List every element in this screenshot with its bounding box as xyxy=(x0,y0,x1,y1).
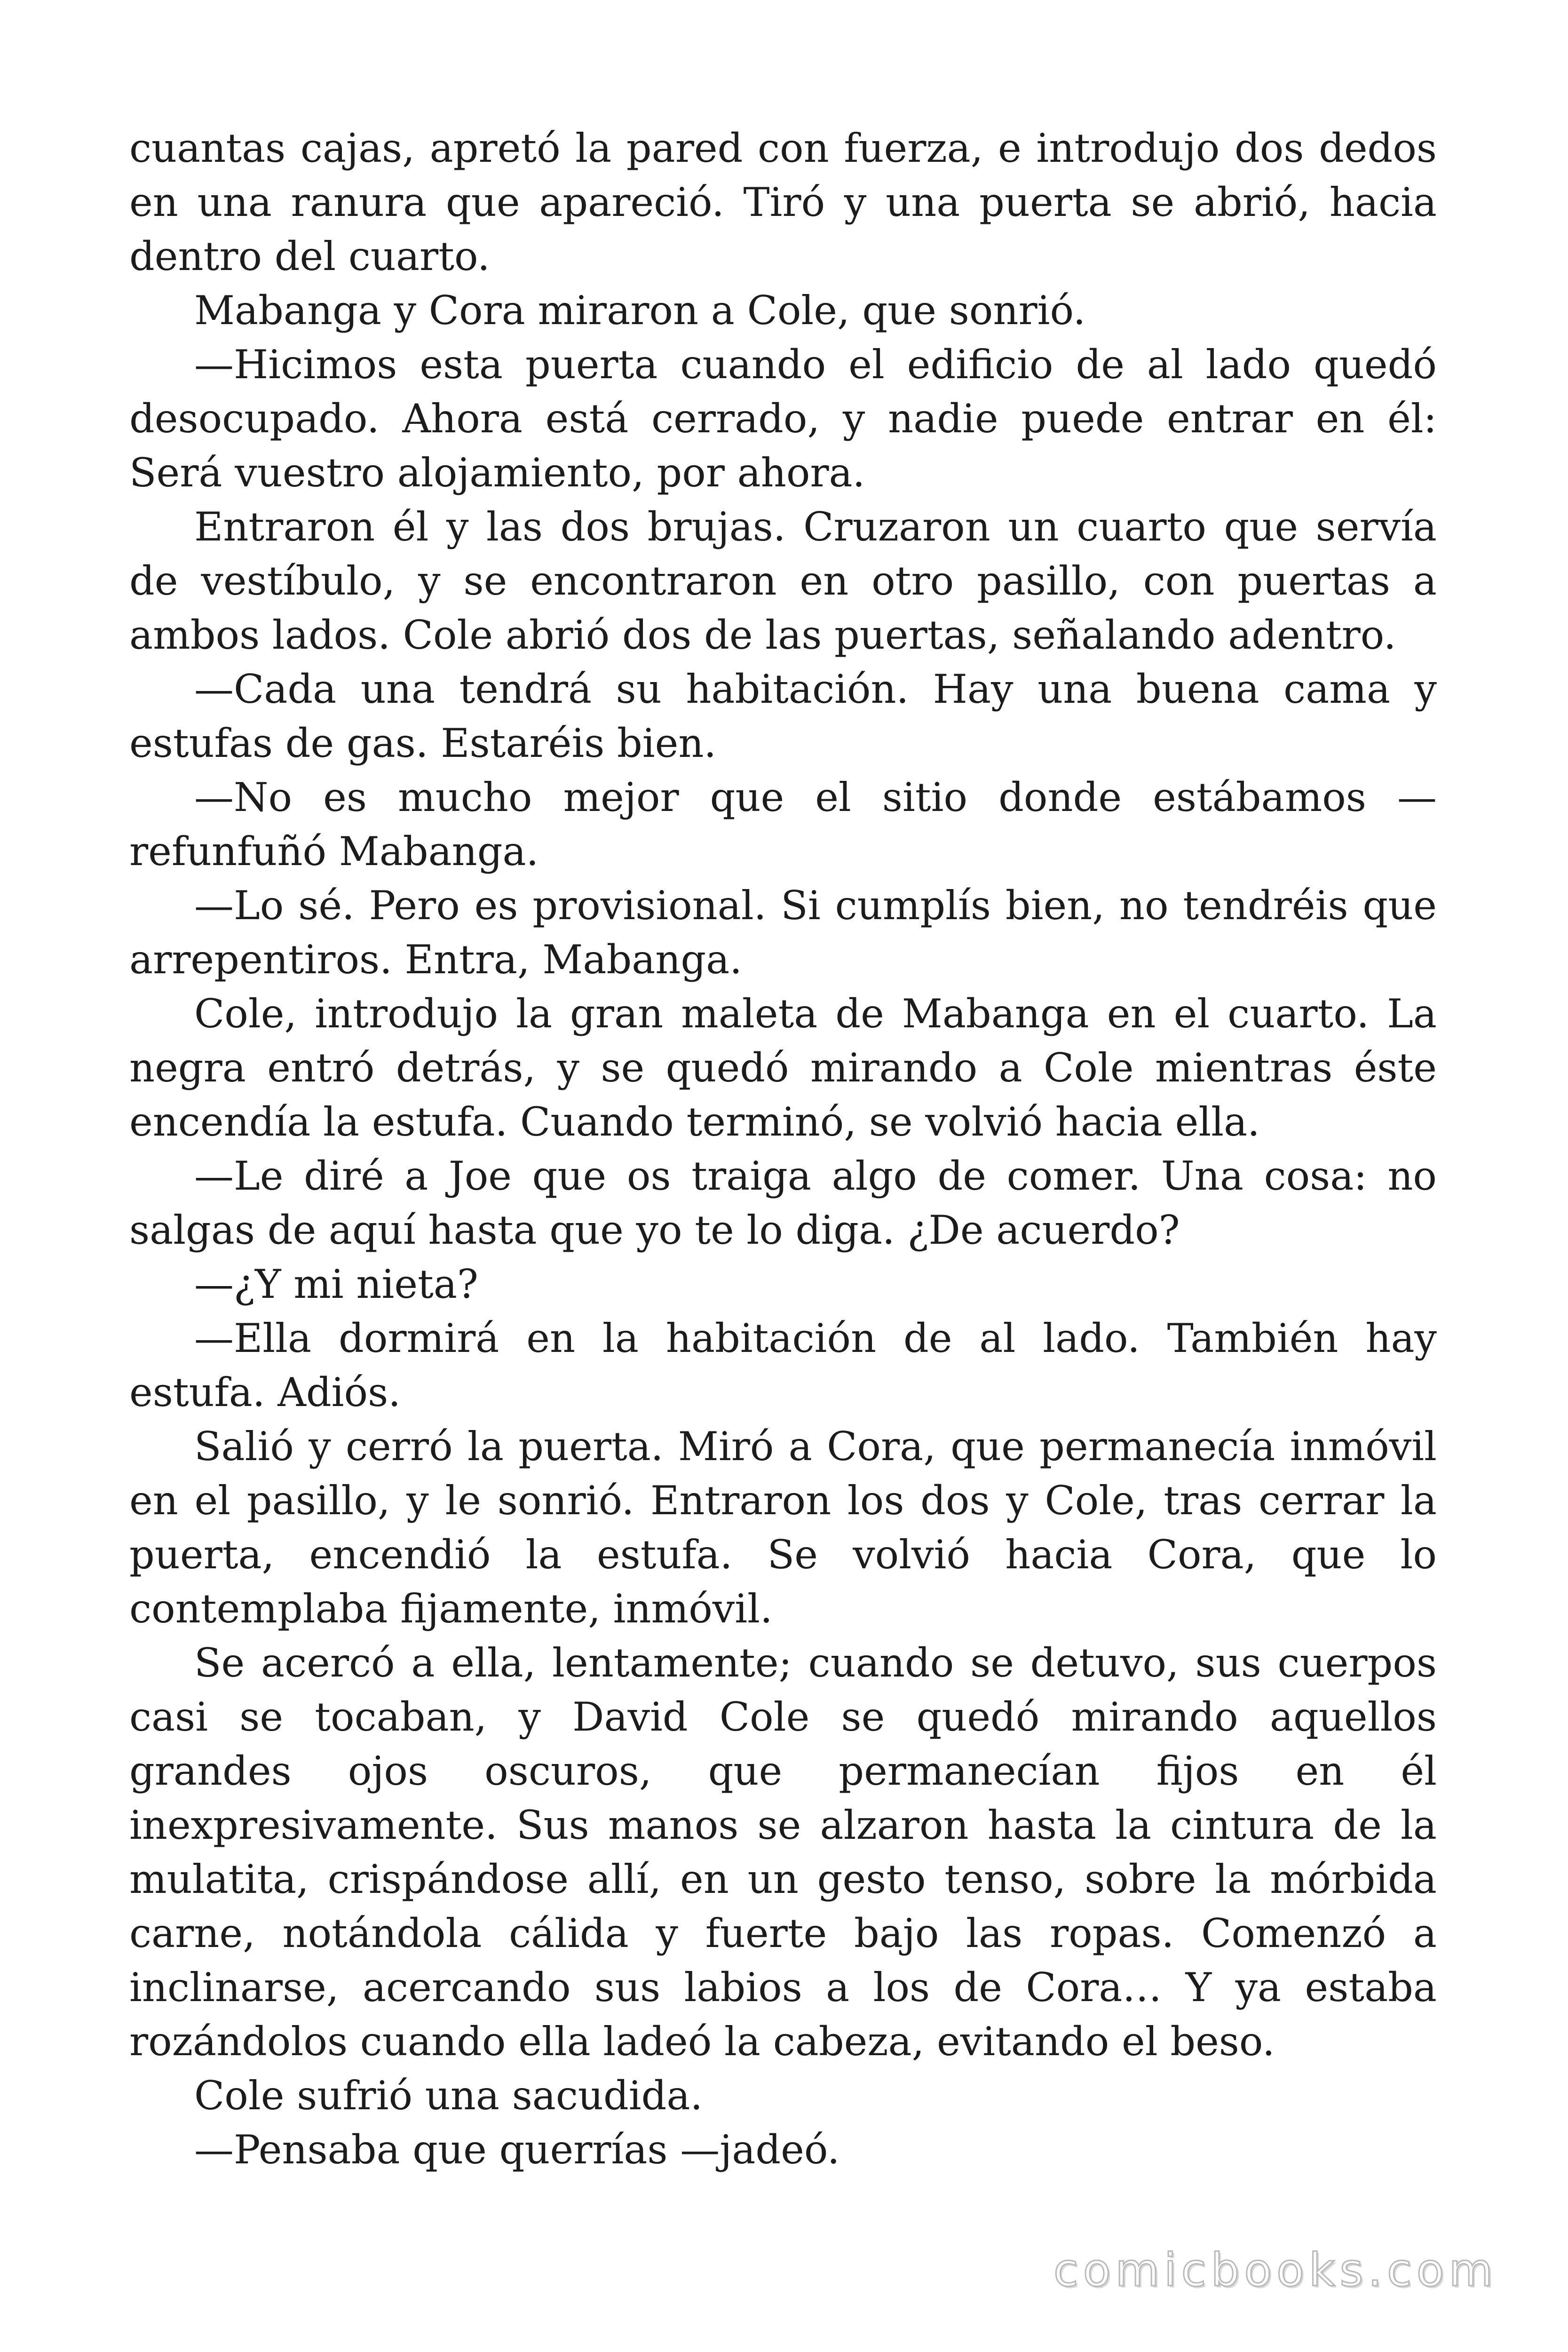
body-text xyxy=(129,121,1437,2177)
paragraph: —¿Y mi nieta? xyxy=(194,1261,478,1307)
paragraph: —No es mucho mejor que el sitio donde estábamos —refunfuñó Mabanga. xyxy=(129,774,1437,874)
paragraph: —Cada una tendrá su habitación. Hay una buena cama y estufas de gas. Estaréis bien. xyxy=(129,666,1437,766)
watermark-logo: comicbooks.com xyxy=(1053,2244,1497,2296)
paragraph: Mabanga y Cora miraron a Cole, que sonrió. xyxy=(194,287,1086,334)
paragraph: Cole, introdujo la gran maleta de Mabanga en el cuarto. La negra entró detrás, y se quedó mirando a Cole mientras éste encendía la estufa. Cuando terminó, se volvió hacia ella. xyxy=(129,991,1437,1145)
paragraph: —Ella dormirá en la habitación de al lado. También hay estufa. Adiós. xyxy=(129,1315,1437,1415)
paragraph: —Pensaba que querrías —jadeó. xyxy=(194,2127,840,2173)
paragraph: Se acercó a ella, lentamente; cuando se detuvo, sus cuerpos casi se tocaban, y David Cole se quedó mirando aquellos grandes ojos oscuros, que permanecían fijos en él inexpresivamente. Sus manos se alzaron hasta la cintura de la mulatita, crispándose allí, en un gesto tenso, sobre la mórbida carne, notándola cálida y fuerte bajo las ropas. Comenzó a inclinarse, acercando sus labios a los de Cora… Y ya estaba rozándolos cuando ella ladeó la cabeza, evitando el beso. xyxy=(129,1640,1437,2065)
paragraph: Salió y cerró la puerta. Miró a Cora, que permanecía inmóvil en el pasillo, y le sonrió. Entraron los dos y Cole, tras cerrar la puerta, encendió la estufa. Se volvió hacia Cora, que lo contemplaba fijamente, inmóvil. xyxy=(129,1423,1437,1632)
paragraph: —Hicimos esta puerta cuando el edificio de al lado quedó desocupado. Ahora está cerrado, y nadie puede entrar en él: Será vuestro alojamiento, por ahora. xyxy=(129,342,1437,496)
paragraph: —Lo sé. Pero es provisional. Si cumplís bien, no tendréis que arrepentiros. Entra, Mabanga. xyxy=(129,882,1437,983)
paragraph: Entraron él y las dos brujas. Cruzaron un cuarto que servía de vestíbulo, y se encontraron en otro pasillo, con puertas a ambos lados. Cole abrió dos de las puertas, señalando adentro. xyxy=(129,504,1437,658)
paragraph: —Le diré a Joe que os traiga algo de comer. Una cosa: no salgas de aquí hasta que yo te lo diga. ¿De acuerdo? xyxy=(129,1153,1437,1253)
paragraph: Cole sufrió una sacudida. xyxy=(194,2073,703,2119)
paragraph: cuantas cajas, apretó la pared con fuerza, e introdujo dos dedos en una ranura que apareció. Tiró y una puerta se abrió, hacia dentro del cuarto. xyxy=(129,125,1437,279)
